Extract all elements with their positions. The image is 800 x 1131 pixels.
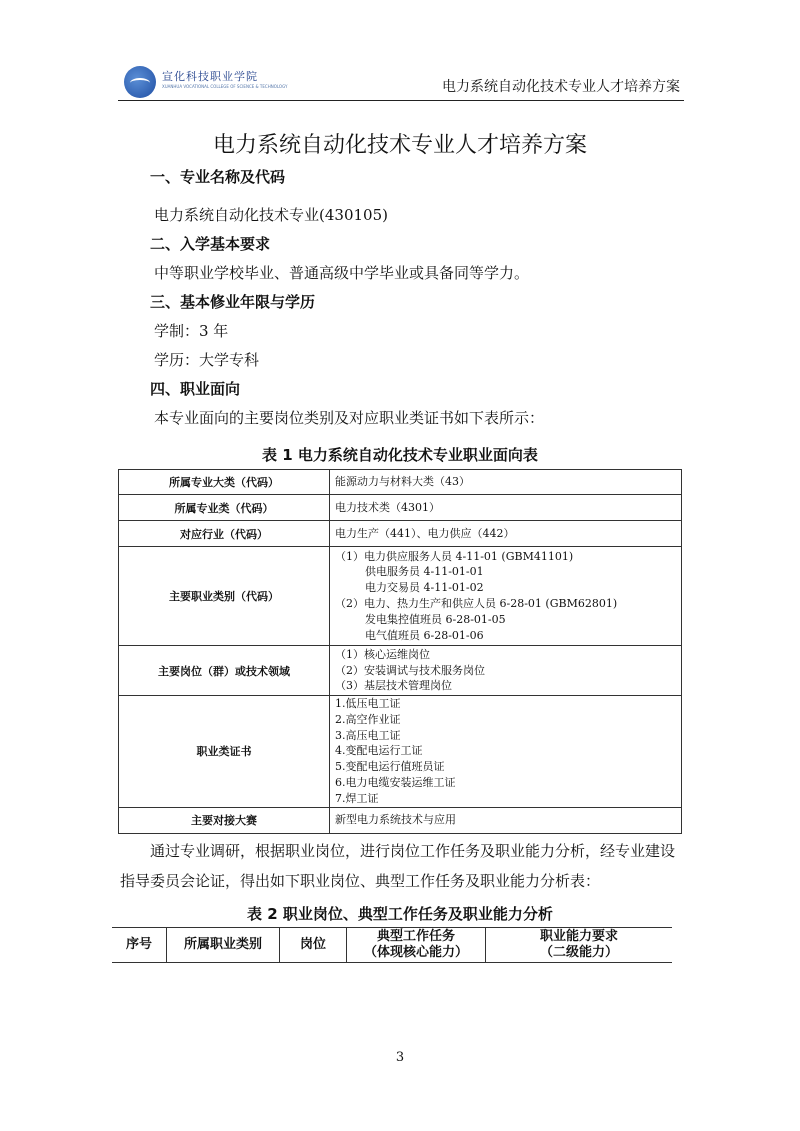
- list-item: （2）安装调试与技术服务岗位: [335, 663, 485, 677]
- row-key: 对应行业（代码）: [119, 521, 330, 547]
- list-item: （1）核心运维岗位: [335, 647, 430, 661]
- table-header-row: [112, 928, 672, 963]
- school-sub-name: XUANHUA VOCATIONAL COLLEGE OF SCIENCE & TECHNOLOGY: [162, 84, 288, 89]
- paragraph-text: 通过专业调研，根据职业岗位，进行岗位工作任务及职业能力分析，经专业建设指导委员会论证，得出如下职业岗位、典型工作任务及职业能力分析表：: [120, 842, 676, 890]
- list-item: 电力交易员 4-11-01-02: [365, 581, 484, 595]
- col-header-abilities: [486, 928, 673, 963]
- row-key: 职业类证书: [119, 696, 330, 808]
- table-row: [119, 807, 682, 833]
- page-header: [118, 62, 684, 101]
- logo-emblem-icon: [124, 66, 156, 98]
- row-value: [330, 646, 682, 696]
- table-row: [119, 696, 682, 808]
- list-item: 3.高压电工证: [335, 728, 401, 742]
- row-value: [330, 547, 682, 646]
- col-header-abilities-line1: 职业能力要求: [539, 929, 618, 944]
- row-key: 所属专业大类（代码）: [119, 470, 330, 495]
- list-item: 4.变配电运行工证: [335, 744, 423, 758]
- row-value: 电力技术类（4301）: [330, 495, 682, 521]
- school-name: 宣化科技职业学院: [162, 70, 258, 83]
- page-number: 3: [395, 1050, 405, 1065]
- list-item: （2）电力、热力生产和供应人员 6-28-01 (GBM62801): [335, 597, 618, 610]
- section-1-text: 电力系统自动化技术专业(430105): [154, 206, 388, 224]
- table-1-caption: 表 1 电力系统自动化技术专业职业面向表: [262, 446, 538, 464]
- col-header-index: 序号: [112, 928, 167, 963]
- list-item: 5.变配电运行值班员证: [335, 760, 445, 774]
- body-paragraph: [120, 836, 685, 896]
- list-item: 供电服务员 4-11-01-01: [365, 565, 484, 579]
- row-key: 所属专业类（代码）: [119, 495, 330, 521]
- section-4-text: 本专业面向的主要岗位类别及对应职业类证书如下表所示：: [154, 409, 545, 427]
- table-row: [119, 547, 682, 646]
- row-value: [330, 696, 682, 808]
- section-1-heading: 一、专业名称及代码: [150, 168, 286, 186]
- school-logo: [124, 64, 288, 98]
- table-row: [119, 470, 682, 495]
- table-row: [119, 495, 682, 521]
- list-item: 1.低压电工证: [335, 697, 401, 710]
- section-3-text-degree: 学历：大学专科: [154, 351, 260, 369]
- section-2-text: 中等职业学校毕业、普通高级中学毕业或具备同等学力。: [154, 264, 530, 282]
- col-header-position: 岗位: [280, 928, 347, 963]
- row-value: 能源动力与材料大类（43）: [330, 470, 682, 495]
- list-item: 7.焊工证: [335, 791, 379, 805]
- list-item: 2.高空作业证: [335, 712, 401, 726]
- table-2-caption: 表 2 职业岗位、典型工作任务及职业能力分析: [247, 905, 553, 923]
- section-4-heading: 四、职业面向: [150, 380, 241, 398]
- list-item: （1）电力供应服务人员 4-11-01 (GBM41101): [335, 549, 574, 563]
- running-title: 电力系统自动化技术专业人才培养方案: [442, 79, 680, 95]
- row-key: 主要对接大赛: [119, 807, 330, 833]
- row-value: 新型电力系统技术与应用: [330, 807, 682, 833]
- list-item: 6.电力电缆安装运维工证: [335, 775, 456, 789]
- job-analysis-table: [112, 927, 672, 963]
- list-item: 发电集控值班员 6-28-01-05: [365, 612, 506, 626]
- col-header-tasks-line2: （体现核心能力）: [363, 945, 468, 960]
- table-row: [119, 521, 682, 547]
- col-header-tasks: [347, 928, 486, 963]
- career-orientation-table: [118, 469, 682, 834]
- col-header-tasks-line1: 典型工作任务: [376, 929, 455, 944]
- section-2-heading: 二、入学基本要求: [150, 235, 271, 253]
- table-row: [119, 646, 682, 696]
- row-value: 电力生产（441）、电力供应（442）: [330, 521, 682, 547]
- list-item: 电气值班员 6-28-01-06: [365, 628, 484, 642]
- section-3-heading: 三、基本修业年限与学历: [150, 293, 316, 311]
- col-header-category: 所属职业类别: [167, 928, 280, 963]
- row-key: 主要岗位（群）或技术领域: [119, 646, 330, 696]
- row-key: 主要职业类别（代码）: [119, 547, 330, 646]
- col-header-abilities-line2: （二级能力）: [539, 945, 618, 960]
- section-3-text-duration: 学制：3 年: [154, 322, 229, 340]
- list-item: （3）基层技术管理岗位: [335, 679, 452, 693]
- document-title: 电力系统自动化技术专业人才培养方案: [212, 133, 587, 158]
